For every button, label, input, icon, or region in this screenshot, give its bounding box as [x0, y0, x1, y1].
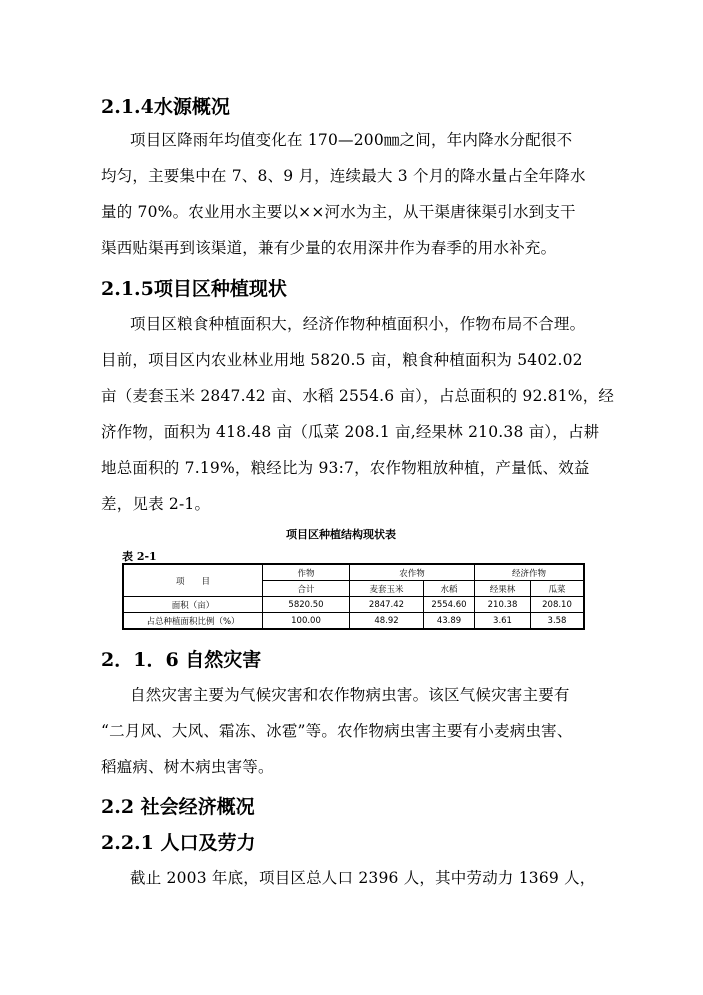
table-cell: 面积（亩）: [123, 597, 263, 613]
heading-2-1-5: 2.1.5项目区种植现状: [101, 278, 287, 300]
table-row: [123, 597, 584, 613]
paragraph-line: 均匀，主要集中在 7、8、9 月，连续最大 3 个月的降水量占全年降水: [101, 167, 586, 185]
table-subheader: 经果林: [475, 581, 531, 597]
heading-2-1-6: 2．1．6 自然灾害: [101, 649, 262, 671]
table-cell: 5820.50: [263, 597, 350, 613]
table-header-grain: 农作物: [350, 564, 475, 581]
table-cell: 100.00: [263, 613, 350, 630]
paragraph-line: 目前，项目区内农业林业用地 5820.5 亩，粮食种植面积为 5402.02: [101, 351, 583, 369]
table-cell: 48.92: [350, 613, 424, 630]
paragraph-line: 渠西贴渠再到该渠道，兼有少量的农用深井作为春季的用水补充。: [101, 239, 557, 257]
table-header-crops: 作物: [263, 564, 350, 581]
table-cell: 43.89: [424, 613, 475, 630]
paragraph-line: 济作物，面积为 418.48 亩（瓜菜 208.1 亩,经果林 210.38 亩），占耕: [101, 423, 600, 441]
paragraph-line: 项目区降雨年均值变化在 170—200㎜之间，年内降水分配很不: [130, 131, 573, 149]
heading-2-1-4: 2.1.4水源概况: [101, 96, 230, 118]
paragraph-line: 量的 70%。农业用水主要以××河水为主，从干渠唐徕渠引水到支干: [101, 203, 576, 221]
table-row: [123, 613, 584, 630]
table-cell: 210.38: [475, 597, 531, 613]
table-cell: 3.61: [475, 613, 531, 630]
table-cell: 2847.42: [350, 597, 424, 613]
paragraph-line: 地总面积的 7.19%，粮经比为 93:7，农作物粗放种植，产量低、效益: [101, 459, 590, 477]
paragraph-line: 亩（麦套玉米 2847.42 亩、水稻 2554.6 亩），占总面积的 92.81%，经: [101, 387, 615, 405]
paragraph-line: 差，见表 2-1。: [101, 495, 211, 513]
paragraph-line: “二月风、大风、霜冻、冰雹”等。农作物病虫害主要有小麦病虫害、: [101, 722, 573, 740]
table-cell: 占总种植面积比例（%）: [123, 613, 263, 630]
table-cell: 3.58: [531, 613, 585, 630]
table-subheader: 麦套玉米: [350, 581, 424, 597]
table-label: 表 2-1: [122, 550, 157, 563]
paragraph-line: 稻瘟病、树木病虫害等。: [101, 758, 274, 776]
table-caption: 项目区种植结构现状表: [286, 528, 396, 541]
heading-2-2-1: 2.2.1 人口及劳力: [101, 832, 256, 854]
table-subheader: 水稻: [424, 581, 475, 597]
table-cell: 208.10: [531, 597, 585, 613]
table-subheader: 瓜菜: [531, 581, 585, 597]
heading-2-2: 2.2 社会经济概况: [101, 796, 255, 818]
paragraph-line: 自然灾害主要为气候灾害和农作物病虫害。该区气候灾害主要有: [130, 686, 570, 704]
table-subheader: 合计: [263, 581, 350, 597]
table-header-item: 项 目: [123, 564, 263, 597]
planting-structure-table: [122, 563, 585, 630]
table-header-econ: 经济作物: [475, 564, 585, 581]
paragraph-line: 截止 2003 年底，项目区总人口 2396 人，其中劳动力 1369 人，: [130, 869, 596, 887]
table-cell: 2554.60: [424, 597, 475, 613]
paragraph-line: 项目区粮食种植面积大，经济作物种植面积小，作物布局不合理。: [130, 315, 586, 333]
